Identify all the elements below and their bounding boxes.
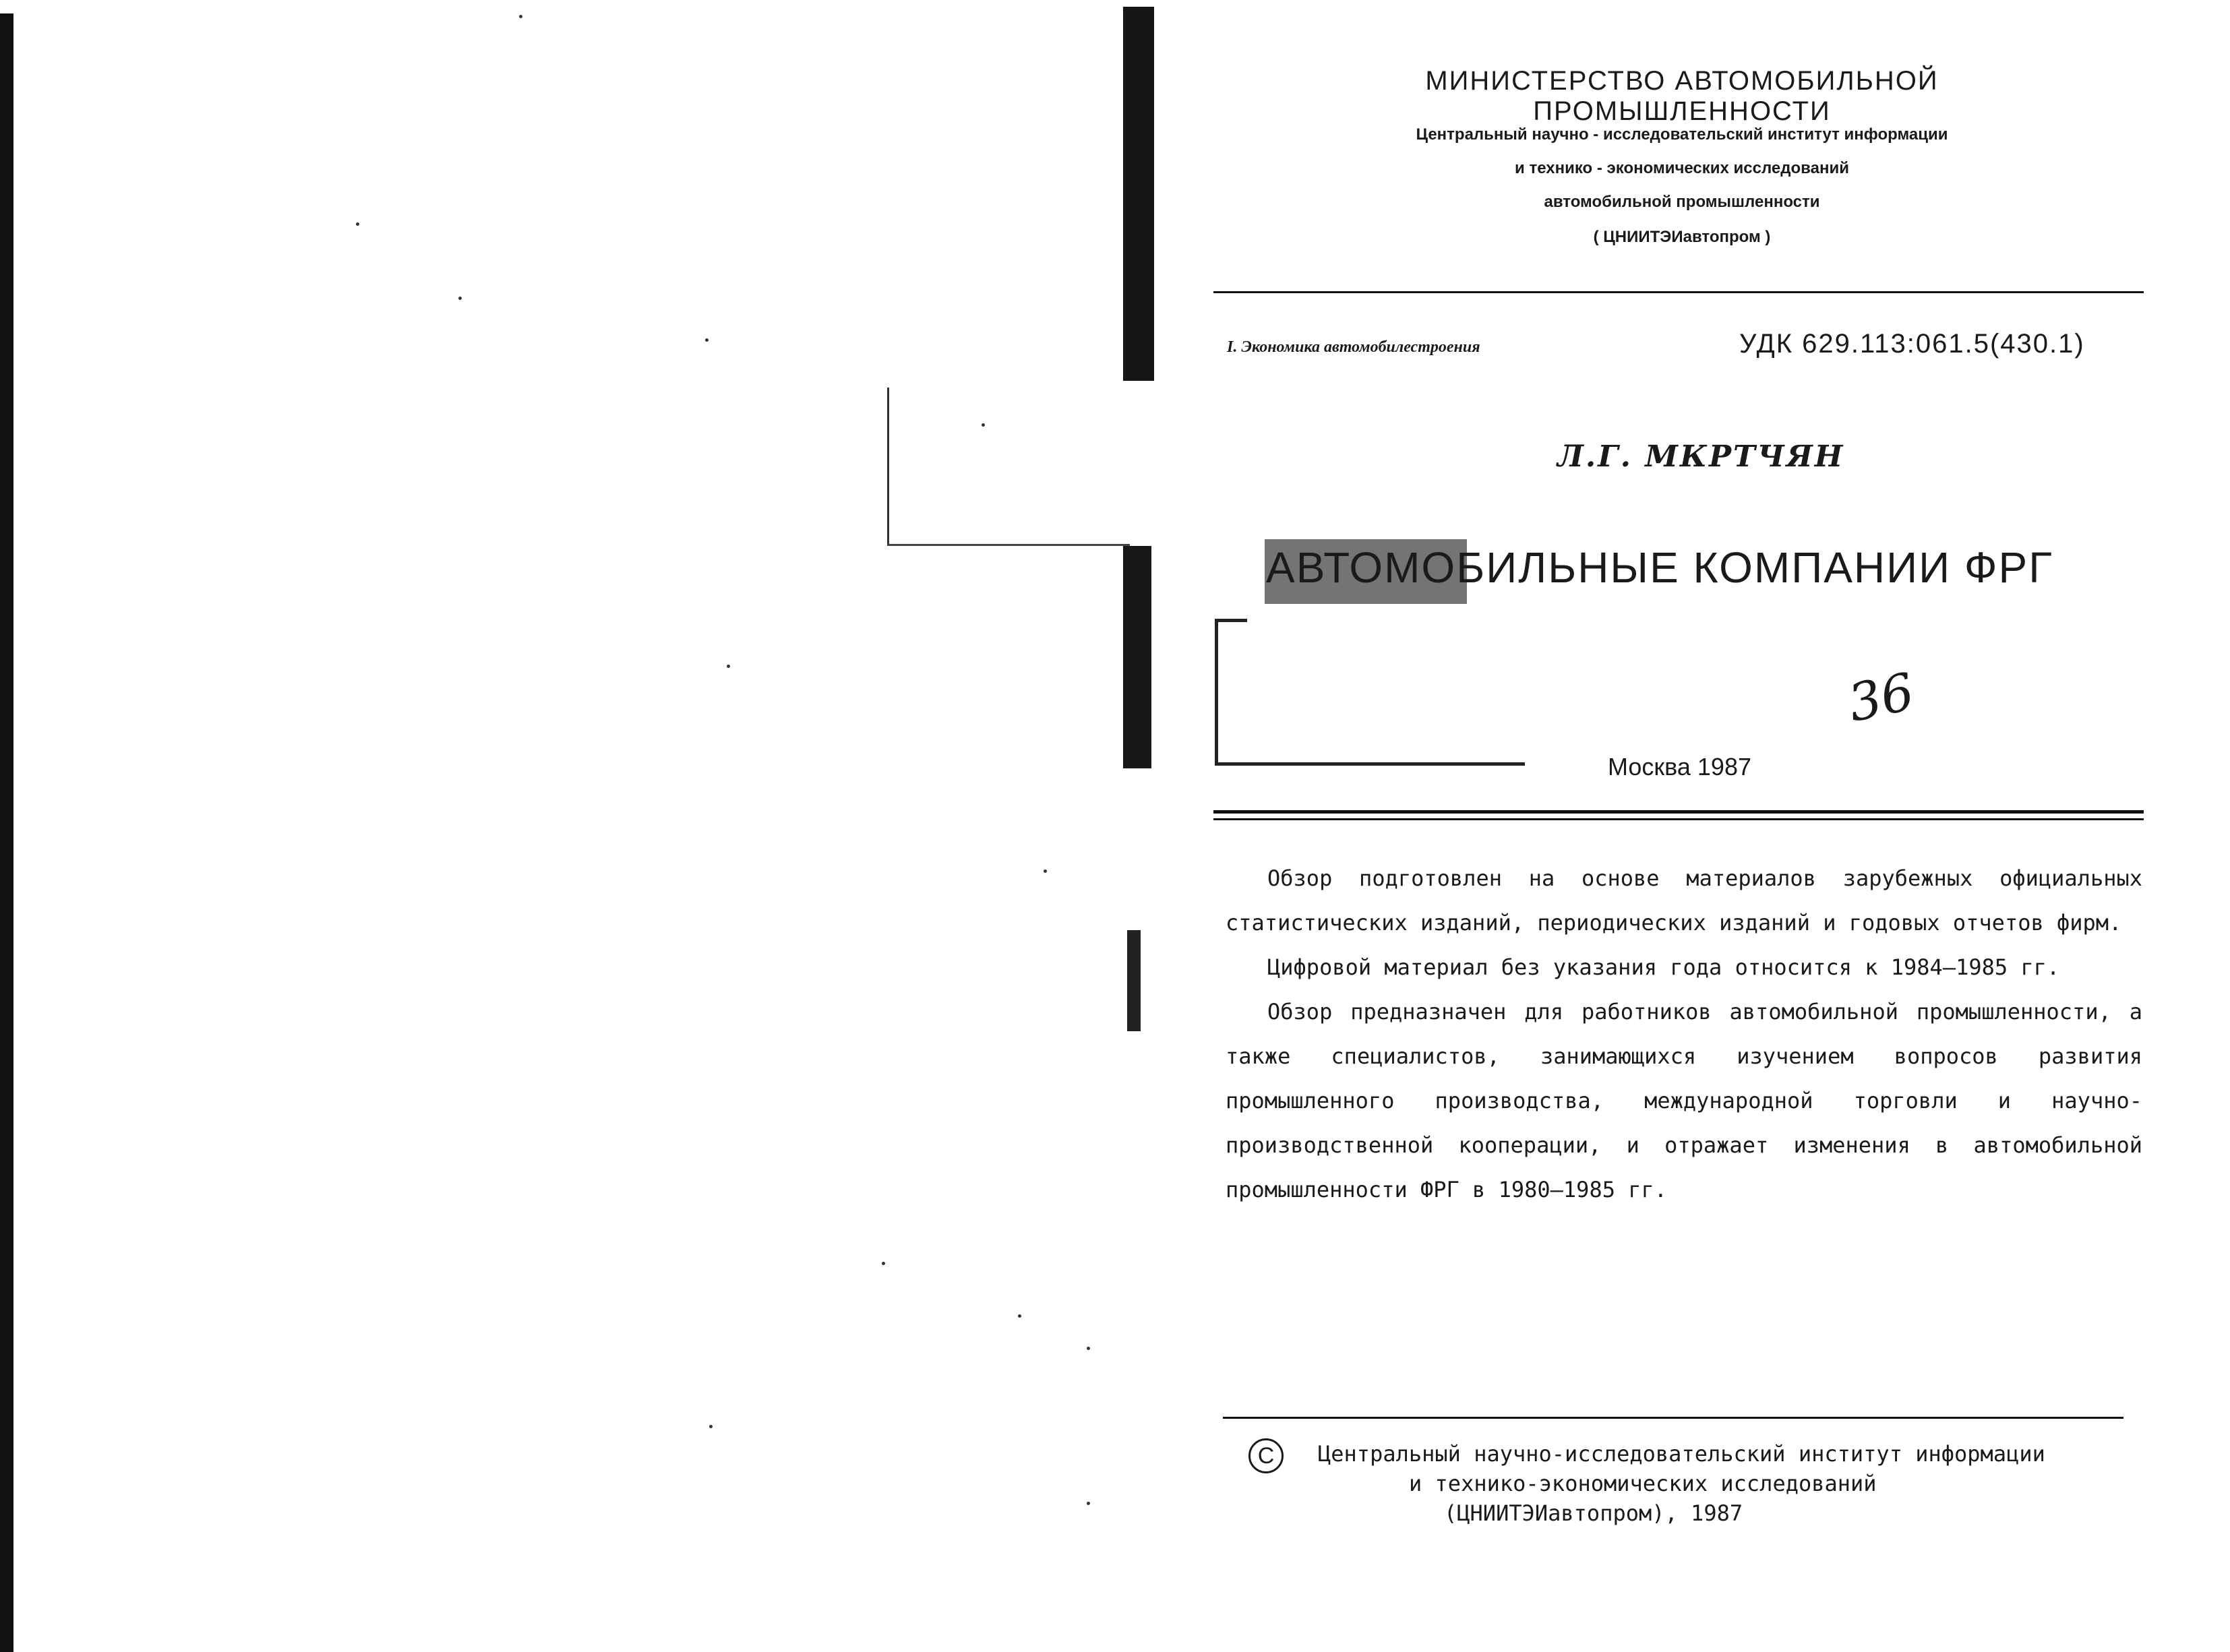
header-rule <box>1213 291 2144 293</box>
scan-speck <box>1087 1502 1090 1505</box>
scan-speck <box>356 222 359 226</box>
binding-line <box>887 388 889 546</box>
scan-speck <box>709 1425 713 1428</box>
binding-line <box>887 544 1130 546</box>
title-rule <box>1213 810 2144 814</box>
author-name: Л.Г. МКРТЧЯН <box>1557 439 1845 474</box>
place-and-year: Москва 1987 <box>1608 753 1751 781</box>
annotation-text <box>1226 856 2142 1212</box>
scan-speck <box>882 1262 885 1265</box>
scan-speck <box>458 297 462 300</box>
institute-line: ( ЦНИИТЭИавтопром ) <box>1593 228 1771 246</box>
page-edge-shadow <box>0 13 13 1652</box>
copyright-line: и технико-экономических исследований <box>1409 1471 1877 1496</box>
annotation-paragraph: Обзор предназначен для работников автомобильной промышленности, а также специалистов, занимающихся изучением вопросов развития промышленного производства, международной торговли и научно-производственной кооперации, и отражает изменения в автомобильной промышленности ФРГ в 1980–1985 гг. <box>1226 999 2142 1202</box>
scan-speck <box>1018 1314 1021 1318</box>
scan-speck <box>519 15 522 18</box>
institute-line: Центральный научно - исследовательский институт информации <box>1416 125 1948 144</box>
scan-speck <box>705 338 709 342</box>
copyright-rule <box>1223 1417 2123 1419</box>
binding-shadow <box>1127 930 1141 1031</box>
title-rule <box>1213 818 2144 820</box>
stamp-bracket <box>1215 619 1218 766</box>
institute-line: и технико - экономических исследований <box>1515 159 1849 177</box>
scan-speck <box>982 423 985 427</box>
scan-speck <box>1087 1347 1090 1350</box>
book-title: АВТОМОБИЛЬНЫЕ КОМПАНИИ ФРГ <box>1266 543 2053 592</box>
stamp-bracket <box>1215 619 1247 622</box>
ministry-heading: МИНИСТЕРСТВО АВТОМОБИЛЬНОЙ ПРОМЫШЛЕННОСТИ <box>1425 66 1939 126</box>
annotation-paragraph: Обзор подготовлен на основе материалов зарубежных официальных статистических изданий, периодических изданий и годовых отчетов фирм. <box>1226 865 2142 936</box>
scan-speck <box>1044 869 1047 873</box>
institute-line: автомобильной промышленности <box>1544 193 1820 211</box>
copyright-line: (ЦНИИТЭИавтопром), 1987 <box>1444 1500 1743 1526</box>
handwritten-note: 36 <box>1842 661 1919 734</box>
annotation-paragraph: Цифровой материал без указания года относится к 1984–1985 гг. <box>1267 954 2060 980</box>
udk-code: УДК 629.113:061.5(430.1) <box>1739 329 2085 359</box>
series-label: I. Экономика автомобилестроения <box>1227 338 1480 356</box>
binding-shadow <box>1123 546 1151 768</box>
binding-shadow <box>1123 7 1154 381</box>
copyright-line: Центральный научно-исследовательский институт информации <box>1318 1441 2045 1467</box>
scan-speck <box>727 665 730 668</box>
copyright-icon: C <box>1248 1438 1284 1473</box>
stamp-bracket <box>1215 762 1525 766</box>
